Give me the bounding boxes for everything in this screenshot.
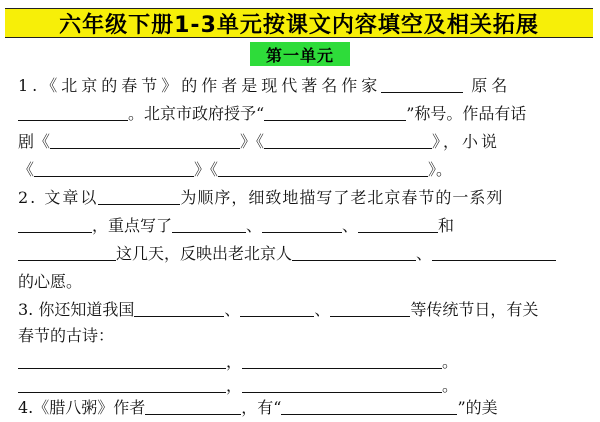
text-segment: 春节的古诗： [18, 326, 115, 345]
question-2-line-4 [18, 268, 82, 296]
question-1-line-2 [18, 100, 526, 128]
fill-blank[interactable] [98, 188, 180, 205]
question-4-line-1 [18, 394, 498, 422]
text-segment: 等传统节日，有关 [410, 300, 539, 319]
text-segment: ”称号。作品有话 [406, 104, 527, 123]
text-segment: 》。 [428, 160, 453, 179]
fill-blank[interactable] [358, 216, 438, 233]
text-segment: 、 [246, 216, 263, 235]
text-segment: 剧《 [18, 132, 51, 151]
question-1-line-4 [18, 156, 452, 184]
fill-blank[interactable] [264, 104, 406, 121]
fill-blank[interactable] [262, 216, 342, 233]
text-segment: 这几天，反映出老北京人 [116, 244, 293, 263]
text-segment: 。 [442, 376, 459, 395]
fill-blank[interactable] [172, 216, 246, 233]
text-segment: 》，小说 [432, 132, 501, 151]
text-segment: 2. 文章以 [18, 188, 99, 207]
fill-blank[interactable] [18, 216, 92, 233]
text-segment: 。北京市政府授予“ [128, 104, 265, 123]
fill-blank[interactable] [18, 376, 226, 393]
question-1-line-3 [18, 128, 500, 156]
question-3-line-2 [18, 322, 114, 350]
text-segment: 、 [314, 300, 331, 319]
fill-blank[interactable] [240, 300, 314, 317]
fill-blank[interactable] [218, 160, 428, 177]
fill-blank[interactable] [134, 300, 224, 317]
fill-blank[interactable] [242, 376, 442, 393]
fill-blank[interactable] [242, 352, 442, 369]
fill-blank[interactable] [18, 244, 116, 261]
text-segment: 、 [224, 300, 241, 319]
question-1-line-1 [18, 72, 511, 100]
fill-blank[interactable] [281, 398, 457, 415]
text-segment: 、 [342, 216, 359, 235]
text-segment: ，重点写了 [92, 216, 173, 235]
text-segment: 4.《腊八粥》作者 [18, 398, 146, 417]
text-segment: 、 [416, 244, 433, 263]
text-segment: ”的美 [457, 398, 498, 417]
text-segment: 的心愿。 [18, 272, 83, 291]
text-segment: 1.《北京的春节》的作者是现代著名作家 [18, 76, 382, 95]
text-segment: 为顺序，细致地描写了老北京春节的一系列 [180, 188, 504, 207]
fill-blank[interactable] [330, 300, 410, 317]
fill-blank[interactable] [292, 244, 416, 261]
question-2-line-3 [18, 240, 556, 268]
text-segment: 》《 [194, 160, 219, 179]
text-segment: ，有“ [241, 398, 282, 417]
fill-blank[interactable] [432, 244, 556, 261]
fill-blank[interactable] [264, 132, 432, 149]
question-3-line-1 [18, 296, 538, 324]
text-segment: 和 [438, 216, 455, 235]
text-segment: 《 [18, 160, 35, 179]
question-2-line-2 [18, 212, 454, 240]
fill-blank[interactable] [50, 132, 240, 149]
text-segment: 。 [442, 352, 459, 371]
text-segment: 3. 你还知道我国 [18, 300, 135, 319]
text-segment: 原名 [471, 76, 512, 95]
fill-blank[interactable] [381, 76, 463, 93]
page-title: 六年级下册1-3单元按课文内容填空及相关拓展 [5, 8, 593, 38]
fill-blank[interactable] [18, 352, 226, 369]
text-segment: ， [226, 352, 243, 371]
fill-blank[interactable] [18, 104, 128, 121]
fill-blank[interactable] [145, 398, 241, 415]
fill-blank[interactable] [34, 160, 194, 177]
question-2-line-1 [18, 184, 503, 212]
section-heading: 第一单元 [250, 42, 350, 66]
text-segment: 》《 [240, 132, 265, 151]
text-segment: ， [226, 376, 243, 395]
